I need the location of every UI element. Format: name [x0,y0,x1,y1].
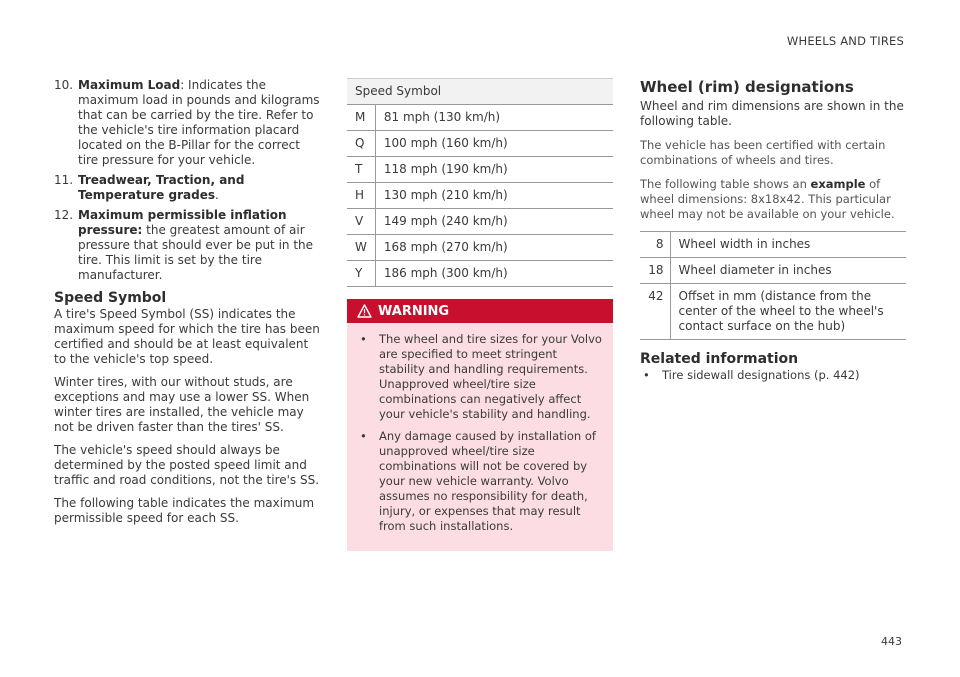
warning-triangle-icon [357,304,372,318]
table-row [347,235,613,261]
definition: the greatest amount of air pressure that should ever be put in the tire. This limit is set by the tire manufacturer. [78,223,314,282]
speed-symbol: Y [347,261,375,287]
related-link-text[interactable]: Tire sidewall designations (p. 442) [662,368,860,382]
list-number: 10. [54,78,74,92]
related-list [640,368,906,383]
table-row [347,261,613,287]
term: Maximum permissible inflation pressure: [78,208,287,237]
list-item [54,78,322,168]
max-speed: 81 mph (130 km/h) [375,105,613,131]
tire-field-list [54,78,322,283]
related-information-heading: Related information [640,351,799,367]
table-header: Speed Symbol [347,79,613,105]
speed-symbol-heading: Speed Symbol [54,290,167,306]
warning-text: The wheel and tire sizes for your Volvo are specified to meet stringent stability and handling requirements. Unapproved wheel/tire size combinations can negatively affect your vehicle's stability and handling. [379,332,602,421]
list-number: 12. [54,208,74,222]
page-number: 443 [881,635,902,648]
list-item [54,208,322,283]
paragraph: Winter tires, with our without studs, are exceptions and may use a lower SS. When winter tires are installed, the vehicle may not be driven faster than the tires' SS. [54,375,310,434]
warning-title: WARNING [378,303,450,319]
wheel-designations-heading: Wheel (rim) designations [640,78,854,96]
paragraph: The vehicle's speed should always be determined by the posted speed limit and traffic and road conditions, not the tire's SS. [54,443,320,487]
column-right [640,78,906,383]
dimension-description: Wheel diameter in inches [670,258,906,284]
table-row [640,258,906,284]
term: Treadwear, Traction, and Temperature grades [78,173,245,202]
speed-symbol: T [347,157,375,183]
max-speed: 100 mph (160 km/h) [375,131,613,157]
max-speed: 149 mph (240 km/h) [375,209,613,235]
list-item [357,429,603,534]
definition: . [214,188,219,202]
speed-symbol: H [347,183,375,209]
column-left [54,78,322,534]
paragraph: The vehicle has been certified with certain combinations of wheels and tires. [640,138,886,167]
bullet: • [643,368,650,382]
speed-symbol: M [347,105,375,131]
bullet: • [360,332,367,346]
intro-paragraph: Wheel and rim dimensions are shown in the following table. [640,99,904,128]
max-speed: 118 mph (190 km/h) [375,157,613,183]
emphasis: example [810,177,866,191]
table-row [640,232,906,258]
warning-box [347,299,613,551]
paragraph: The following table indicates the maximum permissible speed for each SS. [54,496,315,525]
table-row [347,183,613,209]
dimension-description: Wheel width in inches [670,232,906,258]
table-row [347,157,613,183]
table-row [640,284,906,340]
warning-header [347,299,613,323]
definition: : Indicates the maximum load in pounds and kilograms that can be carried by the tire. Refer to the vehicle's tire information placard located on the B-Pillar for the correct tire pressure for your vehicle. [78,78,320,167]
list-number: 11. [54,173,74,187]
table-row [347,105,613,131]
warning-text: Any damage caused by installation of unapproved wheel/tire size combinations will not be covered by your new vehicle warranty. Volvo assumes no responsibility for death, injury, or expenses that may result from such installations. [379,429,596,533]
column-middle [347,78,613,551]
paragraph: A tire's Speed Symbol (SS) indicates the maximum speed for which the tire has been certified and should be at least equivalent to the vehicle's top speed. [54,307,320,366]
max-speed: 186 mph (300 km/h) [375,261,613,287]
related-link[interactable] [640,368,906,383]
speed-symbol: V [347,209,375,235]
paragraph [640,177,906,222]
dimension-code: 8 [640,232,670,258]
text: of wheel dimensions: 8x18x42. This particular wheel may not be available on your vehicle. [640,177,895,221]
list-item [54,173,322,203]
speed-symbol: W [347,235,375,261]
table-header-row [347,79,613,105]
text: The following table shows an [640,177,811,191]
wheel-dimension-table [640,231,906,340]
speed-symbol-table [347,78,613,287]
dimension-code: 18 [640,258,670,284]
dimension-description: Offset in mm (distance from the center of the wheel to the wheel's contact surface on the hub) [670,284,906,340]
max-speed: 168 mph (270 km/h) [375,235,613,261]
table-row [347,209,613,235]
warning-list [347,323,613,534]
list-item [357,332,603,422]
term: Maximum Load [78,78,181,92]
max-speed: 130 mph (210 km/h) [375,183,613,209]
running-header: WHEELS AND TIRES [786,34,904,48]
table-row [347,131,613,157]
speed-symbol: Q [347,131,375,157]
dimension-code: 42 [640,284,670,340]
bullet: • [360,429,367,443]
